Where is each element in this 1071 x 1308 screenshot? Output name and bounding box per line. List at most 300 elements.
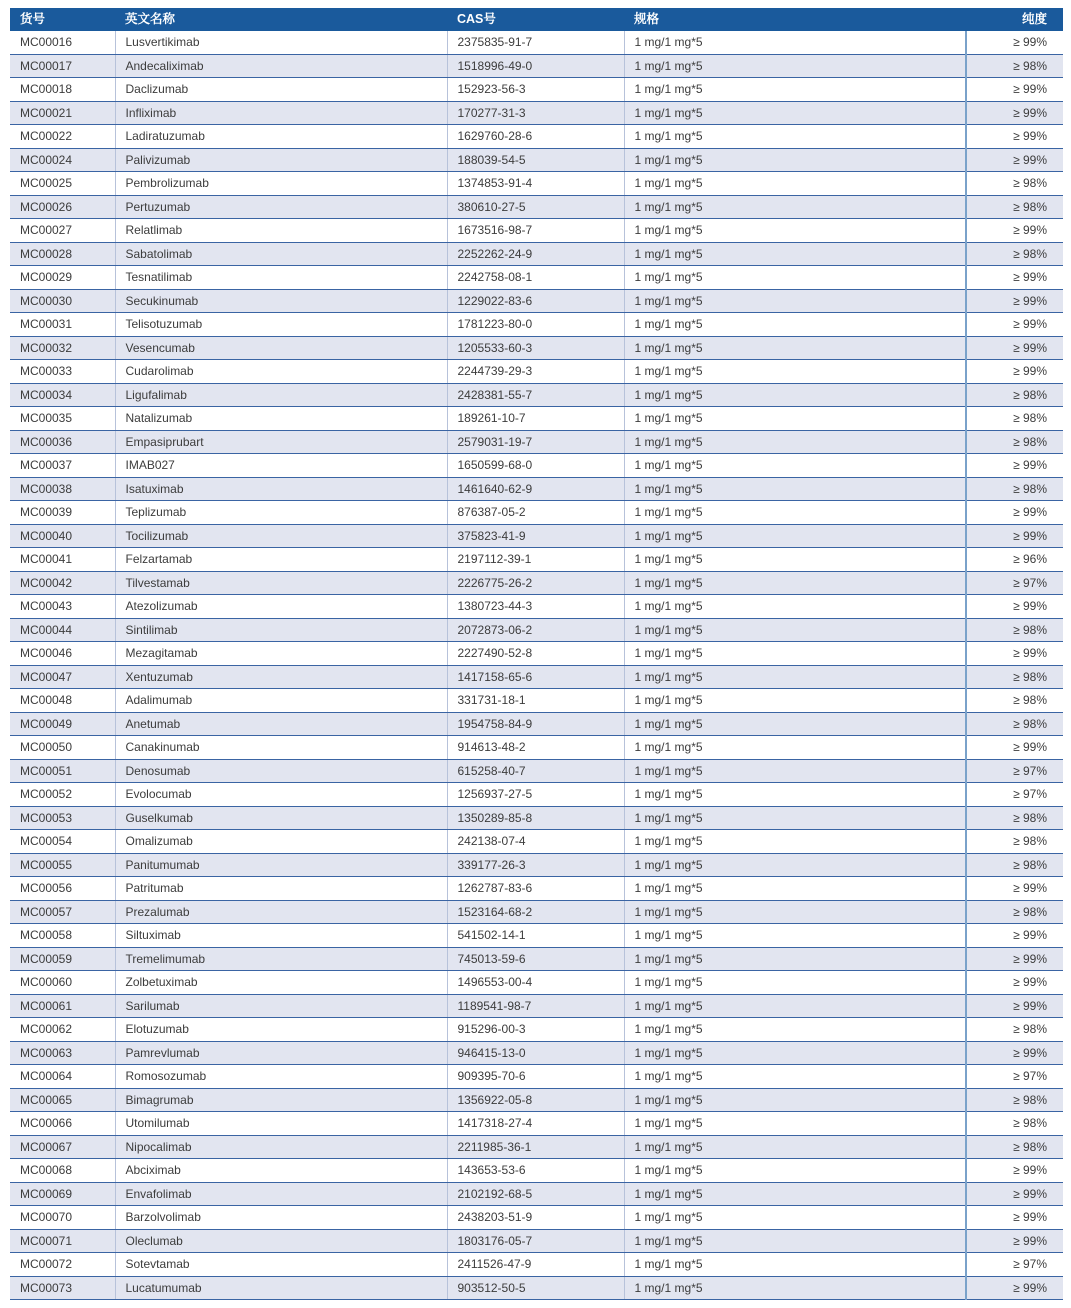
cell-spec: 1 mg/1 mg*5	[624, 642, 966, 666]
cell-english-name: Pertuzumab	[115, 195, 447, 219]
cell-cas-no: 375823-41-9	[447, 524, 624, 548]
cell-english-name: Evolocumab	[115, 783, 447, 807]
table-row	[10, 360, 1063, 384]
cell-english-name: Isatuximab	[115, 477, 447, 501]
table-row	[10, 1276, 1063, 1300]
cell-spec: 1 mg/1 mg*5	[624, 1112, 966, 1136]
cell-cas-no: 876387-05-2	[447, 501, 624, 525]
table-row	[10, 783, 1063, 807]
cell-purity: ≥ 97%	[966, 1253, 1063, 1277]
table-row	[10, 689, 1063, 713]
cell-english-name: Pembrolizumab	[115, 172, 447, 196]
cell-english-name: Sarilumab	[115, 994, 447, 1018]
cell-spec: 1 mg/1 mg*5	[624, 336, 966, 360]
cell-spec: 1 mg/1 mg*5	[624, 1182, 966, 1206]
cell-purity: ≥ 98%	[966, 383, 1063, 407]
cell-cas-no: 1417158-65-6	[447, 665, 624, 689]
cell-purity: ≥ 99%	[966, 31, 1063, 54]
cell-item-no: MC00034	[10, 383, 115, 407]
cell-item-no: MC00068	[10, 1159, 115, 1183]
cell-english-name: Elotuzumab	[115, 1018, 447, 1042]
cell-english-name: Siltuximab	[115, 924, 447, 948]
table-row	[10, 1018, 1063, 1042]
cell-purity: ≥ 98%	[966, 54, 1063, 78]
cell-english-name: Andecaliximab	[115, 54, 447, 78]
cell-spec: 1 mg/1 mg*5	[624, 971, 966, 995]
cell-purity: ≥ 97%	[966, 759, 1063, 783]
cell-english-name: Natalizumab	[115, 407, 447, 431]
cell-spec: 1 mg/1 mg*5	[624, 689, 966, 713]
cell-item-no: MC00050	[10, 736, 115, 760]
cell-english-name: IMAB027	[115, 454, 447, 478]
table-row	[10, 172, 1063, 196]
cell-spec: 1 mg/1 mg*5	[624, 289, 966, 313]
cell-spec: 1 mg/1 mg*5	[624, 877, 966, 901]
col-header-cas-no: CAS号	[447, 8, 624, 31]
cell-english-name: Bimagrumab	[115, 1088, 447, 1112]
cell-item-no: MC00016	[10, 31, 115, 54]
table-row	[10, 618, 1063, 642]
cell-spec: 1 mg/1 mg*5	[624, 101, 966, 125]
table-row	[10, 947, 1063, 971]
header-row	[10, 8, 1063, 31]
cell-item-no: MC00043	[10, 595, 115, 619]
product-table	[10, 8, 1063, 1300]
cell-cas-no: 1629760-28-6	[447, 125, 624, 149]
cell-item-no: MC00039	[10, 501, 115, 525]
cell-cas-no: 152923-56-3	[447, 78, 624, 102]
cell-english-name: Tesnatilimab	[115, 266, 447, 290]
table-row	[10, 1088, 1063, 1112]
table-row	[10, 242, 1063, 266]
table-row	[10, 336, 1063, 360]
cell-purity: ≥ 97%	[966, 1065, 1063, 1089]
cell-item-no: MC00022	[10, 125, 115, 149]
cell-item-no: MC00055	[10, 853, 115, 877]
cell-english-name: Omalizumab	[115, 830, 447, 854]
cell-cas-no: 2244739-29-3	[447, 360, 624, 384]
cell-purity: ≥ 99%	[966, 877, 1063, 901]
cell-item-no: MC00021	[10, 101, 115, 125]
cell-english-name: Anetumab	[115, 712, 447, 736]
cell-english-name: Felzartamab	[115, 548, 447, 572]
cell-english-name: Canakinumab	[115, 736, 447, 760]
table-row	[10, 853, 1063, 877]
cell-spec: 1 mg/1 mg*5	[624, 665, 966, 689]
cell-english-name: Sabatolimab	[115, 242, 447, 266]
cell-item-no: MC00062	[10, 1018, 115, 1042]
cell-cas-no: 1417318-27-4	[447, 1112, 624, 1136]
cell-purity: ≥ 99%	[966, 313, 1063, 337]
table-row	[10, 924, 1063, 948]
cell-spec: 1 mg/1 mg*5	[624, 360, 966, 384]
cell-english-name: Patritumab	[115, 877, 447, 901]
cell-purity: ≥ 98%	[966, 172, 1063, 196]
table-row	[10, 1135, 1063, 1159]
cell-item-no: MC00027	[10, 219, 115, 243]
cell-cas-no: 1356922-05-8	[447, 1088, 624, 1112]
col-header-purity: 纯度	[966, 8, 1063, 31]
cell-spec: 1 mg/1 mg*5	[624, 618, 966, 642]
table-row	[10, 736, 1063, 760]
cell-purity: ≥ 98%	[966, 618, 1063, 642]
table-row	[10, 595, 1063, 619]
cell-spec: 1 mg/1 mg*5	[624, 172, 966, 196]
cell-cas-no: 2375835-91-7	[447, 31, 624, 54]
cell-cas-no: 1496553-00-4	[447, 971, 624, 995]
cell-cas-no: 380610-27-5	[447, 195, 624, 219]
cell-cas-no: 2072873-06-2	[447, 618, 624, 642]
cell-purity: ≥ 98%	[966, 1112, 1063, 1136]
cell-purity: ≥ 98%	[966, 407, 1063, 431]
cell-item-no: MC00030	[10, 289, 115, 313]
table-row	[10, 1229, 1063, 1253]
cell-purity: ≥ 99%	[966, 595, 1063, 619]
cell-english-name: Nipocalimab	[115, 1135, 447, 1159]
cell-purity: ≥ 98%	[966, 900, 1063, 924]
cell-item-no: MC00018	[10, 78, 115, 102]
cell-item-no: MC00044	[10, 618, 115, 642]
table-row	[10, 1206, 1063, 1230]
cell-cas-no: 1262787-83-6	[447, 877, 624, 901]
cell-spec: 1 mg/1 mg*5	[624, 900, 966, 924]
cell-cas-no: 1954758-84-9	[447, 712, 624, 736]
cell-cas-no: 1781223-80-0	[447, 313, 624, 337]
cell-spec: 1 mg/1 mg*5	[624, 78, 966, 102]
cell-cas-no: 1518996-49-0	[447, 54, 624, 78]
cell-spec: 1 mg/1 mg*5	[624, 1229, 966, 1253]
cell-cas-no: 1189541-98-7	[447, 994, 624, 1018]
table-row	[10, 806, 1063, 830]
table-row	[10, 1112, 1063, 1136]
cell-spec: 1 mg/1 mg*5	[624, 54, 966, 78]
cell-item-no: MC00017	[10, 54, 115, 78]
cell-spec: 1 mg/1 mg*5	[624, 266, 966, 290]
cell-english-name: Oleclumab	[115, 1229, 447, 1253]
cell-spec: 1 mg/1 mg*5	[624, 924, 966, 948]
cell-cas-no: 909395-70-6	[447, 1065, 624, 1089]
col-header-spec: 规格	[624, 8, 966, 31]
table-row	[10, 31, 1063, 54]
cell-spec: 1 mg/1 mg*5	[624, 383, 966, 407]
cell-purity: ≥ 96%	[966, 548, 1063, 572]
cell-english-name: Palivizumab	[115, 148, 447, 172]
cell-english-name: Cudarolimab	[115, 360, 447, 384]
cell-cas-no: 2438203-51-9	[447, 1206, 624, 1230]
cell-english-name: Daclizumab	[115, 78, 447, 102]
cell-purity: ≥ 99%	[966, 289, 1063, 313]
cell-item-no: MC00070	[10, 1206, 115, 1230]
cell-cas-no: 2102192-68-5	[447, 1182, 624, 1206]
cell-purity: ≥ 99%	[966, 1229, 1063, 1253]
cell-english-name: Denosumab	[115, 759, 447, 783]
table-row	[10, 219, 1063, 243]
cell-cas-no: 1461640-62-9	[447, 477, 624, 501]
cell-item-no: MC00049	[10, 712, 115, 736]
table-row	[10, 54, 1063, 78]
cell-item-no: MC00057	[10, 900, 115, 924]
table-row	[10, 1159, 1063, 1183]
cell-item-no: MC00042	[10, 571, 115, 595]
cell-cas-no: 2227490-52-8	[447, 642, 624, 666]
cell-purity: ≥ 99%	[966, 125, 1063, 149]
table-row	[10, 313, 1063, 337]
table-row	[10, 78, 1063, 102]
cell-spec: 1 mg/1 mg*5	[624, 454, 966, 478]
cell-item-no: MC00051	[10, 759, 115, 783]
cell-purity: ≥ 99%	[966, 101, 1063, 125]
cell-item-no: MC00069	[10, 1182, 115, 1206]
cell-cas-no: 1523164-68-2	[447, 900, 624, 924]
cell-cas-no: 914613-48-2	[447, 736, 624, 760]
table-row	[10, 1065, 1063, 1089]
cell-purity: ≥ 99%	[966, 360, 1063, 384]
cell-spec: 1 mg/1 mg*5	[624, 736, 966, 760]
cell-item-no: MC00028	[10, 242, 115, 266]
cell-spec: 1 mg/1 mg*5	[624, 595, 966, 619]
cell-item-no: MC00056	[10, 877, 115, 901]
table-row	[10, 1041, 1063, 1065]
cell-purity: ≥ 99%	[966, 1041, 1063, 1065]
table-row	[10, 195, 1063, 219]
cell-spec: 1 mg/1 mg*5	[624, 806, 966, 830]
cell-english-name: Atezolizumab	[115, 595, 447, 619]
cell-spec: 1 mg/1 mg*5	[624, 1206, 966, 1230]
cell-english-name: Lusvertikimab	[115, 31, 447, 54]
cell-spec: 1 mg/1 mg*5	[624, 430, 966, 454]
cell-cas-no: 143653-53-6	[447, 1159, 624, 1183]
cell-purity: ≥ 98%	[966, 1088, 1063, 1112]
cell-english-name: Pamrevlumab	[115, 1041, 447, 1065]
cell-item-no: MC00029	[10, 266, 115, 290]
table-row	[10, 712, 1063, 736]
cell-item-no: MC00054	[10, 830, 115, 854]
cell-spec: 1 mg/1 mg*5	[624, 1159, 966, 1183]
table-row	[10, 454, 1063, 478]
cell-spec: 1 mg/1 mg*5	[624, 759, 966, 783]
cell-spec: 1 mg/1 mg*5	[624, 219, 966, 243]
cell-spec: 1 mg/1 mg*5	[624, 125, 966, 149]
table-row	[10, 266, 1063, 290]
cell-item-no: MC00060	[10, 971, 115, 995]
cell-item-no: MC00073	[10, 1276, 115, 1300]
cell-spec: 1 mg/1 mg*5	[624, 1065, 966, 1089]
cell-cas-no: 2197112-39-1	[447, 548, 624, 572]
table-row	[10, 430, 1063, 454]
cell-item-no: MC00033	[10, 360, 115, 384]
cell-english-name: Prezalumab	[115, 900, 447, 924]
cell-purity: ≥ 99%	[966, 994, 1063, 1018]
cell-spec: 1 mg/1 mg*5	[624, 571, 966, 595]
cell-spec: 1 mg/1 mg*5	[624, 313, 966, 337]
table-row	[10, 971, 1063, 995]
cell-spec: 1 mg/1 mg*5	[624, 994, 966, 1018]
cell-english-name: Xentuzumab	[115, 665, 447, 689]
cell-spec: 1 mg/1 mg*5	[624, 242, 966, 266]
cell-spec: 1 mg/1 mg*5	[624, 1088, 966, 1112]
cell-cas-no: 242138-07-4	[447, 830, 624, 854]
cell-cas-no: 2411526-47-9	[447, 1253, 624, 1277]
cell-spec: 1 mg/1 mg*5	[624, 1276, 966, 1300]
cell-purity: ≥ 99%	[966, 924, 1063, 948]
cell-spec: 1 mg/1 mg*5	[624, 148, 966, 172]
cell-purity: ≥ 99%	[966, 148, 1063, 172]
cell-spec: 1 mg/1 mg*5	[624, 501, 966, 525]
cell-item-no: MC00032	[10, 336, 115, 360]
cell-cas-no: 915296-00-3	[447, 1018, 624, 1042]
cell-cas-no: 1205533-60-3	[447, 336, 624, 360]
cell-english-name: Adalimumab	[115, 689, 447, 713]
table-row	[10, 148, 1063, 172]
cell-cas-no: 2428381-55-7	[447, 383, 624, 407]
cell-english-name: Barzolvolimab	[115, 1206, 447, 1230]
table-row	[10, 383, 1063, 407]
cell-spec: 1 mg/1 mg*5	[624, 1018, 966, 1042]
cell-spec: 1 mg/1 mg*5	[624, 548, 966, 572]
table-row	[10, 1182, 1063, 1206]
table-row	[10, 289, 1063, 313]
cell-spec: 1 mg/1 mg*5	[624, 1135, 966, 1159]
cell-item-no: MC00031	[10, 313, 115, 337]
cell-english-name: Mezagitamab	[115, 642, 447, 666]
cell-purity: ≥ 97%	[966, 571, 1063, 595]
cell-cas-no: 1650599-68-0	[447, 454, 624, 478]
cell-purity: ≥ 99%	[966, 266, 1063, 290]
cell-purity: ≥ 98%	[966, 806, 1063, 830]
table-row	[10, 994, 1063, 1018]
cell-spec: 1 mg/1 mg*5	[624, 195, 966, 219]
cell-purity: ≥ 99%	[966, 78, 1063, 102]
table-row	[10, 665, 1063, 689]
table-row	[10, 759, 1063, 783]
cell-english-name: Telisotuzumab	[115, 313, 447, 337]
cell-english-name: Utomilumab	[115, 1112, 447, 1136]
cell-spec: 1 mg/1 mg*5	[624, 1253, 966, 1277]
table-row	[10, 877, 1063, 901]
cell-spec: 1 mg/1 mg*5	[624, 947, 966, 971]
cell-purity: ≥ 98%	[966, 430, 1063, 454]
cell-spec: 1 mg/1 mg*5	[624, 783, 966, 807]
cell-purity: ≥ 98%	[966, 1018, 1063, 1042]
cell-item-no: MC00041	[10, 548, 115, 572]
cell-item-no: MC00037	[10, 454, 115, 478]
cell-purity: ≥ 99%	[966, 1182, 1063, 1206]
table-row	[10, 830, 1063, 854]
cell-purity: ≥ 99%	[966, 1276, 1063, 1300]
cell-cas-no: 188039-54-5	[447, 148, 624, 172]
cell-spec: 1 mg/1 mg*5	[624, 524, 966, 548]
cell-item-no: MC00071	[10, 1229, 115, 1253]
cell-spec: 1 mg/1 mg*5	[624, 1041, 966, 1065]
cell-item-no: MC00036	[10, 430, 115, 454]
cell-cas-no: 1229022-83-6	[447, 289, 624, 313]
cell-item-no: MC00040	[10, 524, 115, 548]
cell-english-name: Lucatumumab	[115, 1276, 447, 1300]
cell-cas-no: 331731-18-1	[447, 689, 624, 713]
cell-english-name: Ladiratuzumab	[115, 125, 447, 149]
table-row	[10, 501, 1063, 525]
cell-purity: ≥ 98%	[966, 689, 1063, 713]
cell-item-no: MC00065	[10, 1088, 115, 1112]
table-row	[10, 1253, 1063, 1277]
cell-purity: ≥ 99%	[966, 219, 1063, 243]
cell-purity: ≥ 98%	[966, 195, 1063, 219]
cell-english-name: Empasiprubart	[115, 430, 447, 454]
cell-cas-no: 1380723-44-3	[447, 595, 624, 619]
cell-purity: ≥ 99%	[966, 1206, 1063, 1230]
cell-english-name: Sintilimab	[115, 618, 447, 642]
cell-english-name: Tocilizumab	[115, 524, 447, 548]
cell-cas-no: 1803176-05-7	[447, 1229, 624, 1253]
cell-cas-no: 2211985-36-1	[447, 1135, 624, 1159]
cell-cas-no: 541502-14-1	[447, 924, 624, 948]
cell-english-name: Panitumumab	[115, 853, 447, 877]
cell-spec: 1 mg/1 mg*5	[624, 853, 966, 877]
cell-item-no: MC00067	[10, 1135, 115, 1159]
cell-purity: ≥ 98%	[966, 477, 1063, 501]
cell-purity: ≥ 98%	[966, 665, 1063, 689]
cell-item-no: MC00066	[10, 1112, 115, 1136]
cell-item-no: MC00063	[10, 1041, 115, 1065]
cell-cas-no: 1350289-85-8	[447, 806, 624, 830]
cell-item-no: MC00025	[10, 172, 115, 196]
cell-item-no: MC00064	[10, 1065, 115, 1089]
cell-english-name: Envafolimab	[115, 1182, 447, 1206]
cell-english-name: Ligufalimab	[115, 383, 447, 407]
cell-english-name: Tremelimumab	[115, 947, 447, 971]
cell-cas-no: 2252262-24-9	[447, 242, 624, 266]
cell-purity: ≥ 99%	[966, 947, 1063, 971]
table-body	[10, 31, 1063, 1300]
table-row	[10, 524, 1063, 548]
cell-item-no: MC00059	[10, 947, 115, 971]
cell-item-no: MC00053	[10, 806, 115, 830]
cell-english-name: Sotevtamab	[115, 1253, 447, 1277]
table-header	[10, 8, 1063, 31]
cell-purity: ≥ 99%	[966, 642, 1063, 666]
table-row	[10, 900, 1063, 924]
cell-item-no: MC00024	[10, 148, 115, 172]
cell-english-name: Guselkumab	[115, 806, 447, 830]
cell-english-name: Vesencumab	[115, 336, 447, 360]
cell-purity: ≥ 99%	[966, 501, 1063, 525]
table-row	[10, 477, 1063, 501]
cell-cas-no: 170277-31-3	[447, 101, 624, 125]
cell-spec: 1 mg/1 mg*5	[624, 407, 966, 431]
table-row	[10, 571, 1063, 595]
cell-purity: ≥ 97%	[966, 783, 1063, 807]
cell-item-no: MC00061	[10, 994, 115, 1018]
cell-item-no: MC00026	[10, 195, 115, 219]
cell-purity: ≥ 98%	[966, 830, 1063, 854]
cell-spec: 1 mg/1 mg*5	[624, 31, 966, 54]
cell-purity: ≥ 98%	[966, 853, 1063, 877]
cell-purity: ≥ 98%	[966, 242, 1063, 266]
cell-item-no: MC00048	[10, 689, 115, 713]
table-row	[10, 642, 1063, 666]
cell-purity: ≥ 98%	[966, 712, 1063, 736]
cell-english-name: Romosozumab	[115, 1065, 447, 1089]
cell-purity: ≥ 99%	[966, 454, 1063, 478]
cell-english-name: Abciximab	[115, 1159, 447, 1183]
cell-item-no: MC00047	[10, 665, 115, 689]
cell-spec: 1 mg/1 mg*5	[624, 477, 966, 501]
cell-purity: ≥ 99%	[966, 524, 1063, 548]
cell-cas-no: 2579031-19-7	[447, 430, 624, 454]
cell-item-no: MC00052	[10, 783, 115, 807]
col-header-item-no: 货号	[10, 8, 115, 31]
cell-cas-no: 1374853-91-4	[447, 172, 624, 196]
